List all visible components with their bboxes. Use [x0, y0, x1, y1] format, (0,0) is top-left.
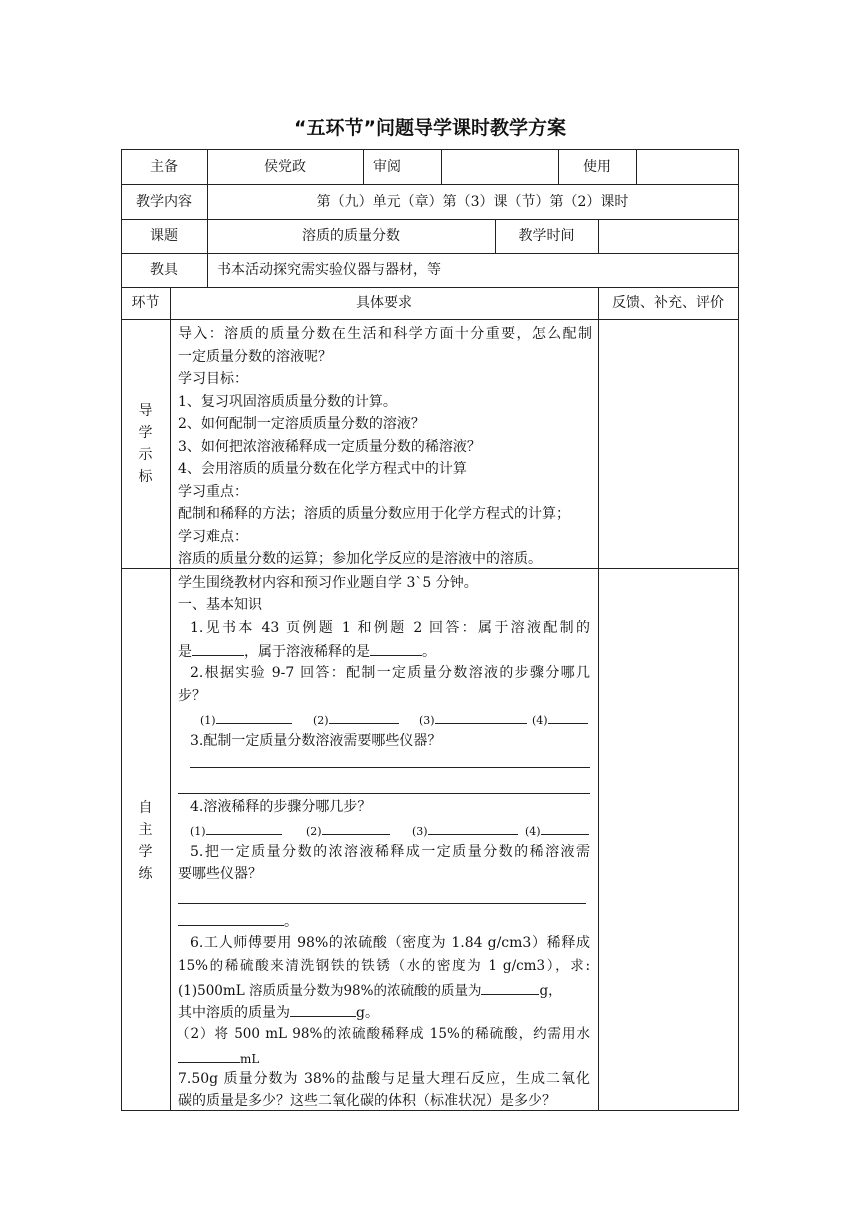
answer-blank: [370, 641, 422, 656]
basic-heading: 一、基本知识: [178, 597, 262, 613]
answer-blank: [290, 1002, 356, 1017]
section1-content: 导入：溶质的质量分数在生活和科学方面十分重要，怎么配制 一定质量分数的溶液呢？ 学习目标： 1、复习巩固溶质质量分数的计算。 2、如何配制一定溶质质量分数的溶液？ 3、如何把浓溶液稀释成一定质量分数的稀溶液？ 4、会用溶质的质量分数在化学方程式中的计算 学习重点： 配制和稀释的方法；溶质的质量分数应用于化学方程式的计算； 学习难点： 溶质的质量分数的运算；参加化学反应的是溶液中的溶质。: [178, 326, 592, 567]
col-huanjie: 环节: [131, 295, 160, 311]
keti-label: 课题: [150, 228, 178, 244]
page-title: “五环节”问题导学课时教学方案: [294, 117, 566, 139]
shiyong-label: 使用: [583, 159, 611, 175]
q4-text: 4.溶液稀释的步骤分哪几步？: [190, 799, 372, 815]
answer-blank: [481, 980, 539, 995]
q6-line2: 15%的稀硫酸来清洗钢铁的铁锈（水的密度为 1 g/cm3），求:: [178, 958, 590, 974]
col-yaoqiu: 具体要求: [356, 295, 412, 311]
answer-line: [178, 903, 586, 904]
answer-blank: [178, 911, 284, 926]
answer-line: [190, 767, 590, 768]
keti-value: 溶质的质量分数: [302, 228, 400, 244]
q5-line2: 要哪些仪器？: [178, 866, 262, 882]
q6-line6: mL: [178, 1048, 259, 1068]
zhubei-label: 主备: [150, 159, 178, 175]
q7-line1: 7.50g 质量分数为 38%的盐酸与足量大理石反应，生成二氧化: [178, 1071, 590, 1087]
q6-line5: （2）将 500 mL 98%的浓硫酸稀释成 15%的稀硫酸，约需用水: [176, 1026, 590, 1042]
section2-label: 自 主 学 练: [138, 800, 153, 882]
jiaoju-label: 教具: [150, 262, 178, 278]
zhubei-value: 侯党政: [264, 159, 306, 175]
q7-line2: 碳的质量是多少？这些二氧化碳的体积（标准状况）是多少？: [178, 1093, 556, 1109]
steps-row-1: (1): [200, 709, 292, 730]
col-fankui: 反馈、补充、评价: [612, 295, 724, 311]
neirong-label: 教学内容: [136, 194, 192, 210]
q2-line2: 步？: [178, 688, 206, 704]
neirong-value: 第（九）单元（章）第（3）课（节）第（2）课时: [316, 194, 629, 210]
intro-text: 学生围绕教材内容和预习作业题自学 3`5 分钟。: [178, 575, 478, 591]
q3-text: 3.配制一定质量分数溶液需要哪些仪器？: [190, 733, 442, 749]
q5-line1: 5.把一定质量分数的浓溶液稀释成一定质量分数的稀溶液需: [190, 844, 590, 860]
q2-line1: 2.根据实验 9-7 回答：配制一定质量分数溶液的步骤分哪几: [190, 665, 590, 681]
answer-blank: [192, 641, 244, 656]
jiaoju-value: 书本活动探究需实验仪器与器材，等: [217, 262, 441, 278]
answer-blank: [178, 1048, 240, 1063]
answer-line: [178, 793, 590, 794]
q1-line1: 1.见书本 43 页例题 1 和例题 2 回答：属于溶液配制的: [190, 620, 590, 636]
q1-line2: 是 ，属于溶液稀释的是 。: [178, 641, 436, 661]
q6-line1: 6.工人师傅要用 98%的浓硫酸（密度为 1.84 g/cm3）稀释成: [190, 935, 590, 951]
q6-line4: 其中溶质的质量为 g。: [178, 1002, 379, 1022]
section1-label: 导 学 示 标: [138, 403, 153, 485]
shijian-label: 教学时间: [518, 228, 575, 244]
q6-line3: (1)500mL 溶质质量分数为98%的浓硫酸的质量为 g，: [178, 980, 562, 1000]
shenyue-label: 审阅: [373, 159, 401, 175]
